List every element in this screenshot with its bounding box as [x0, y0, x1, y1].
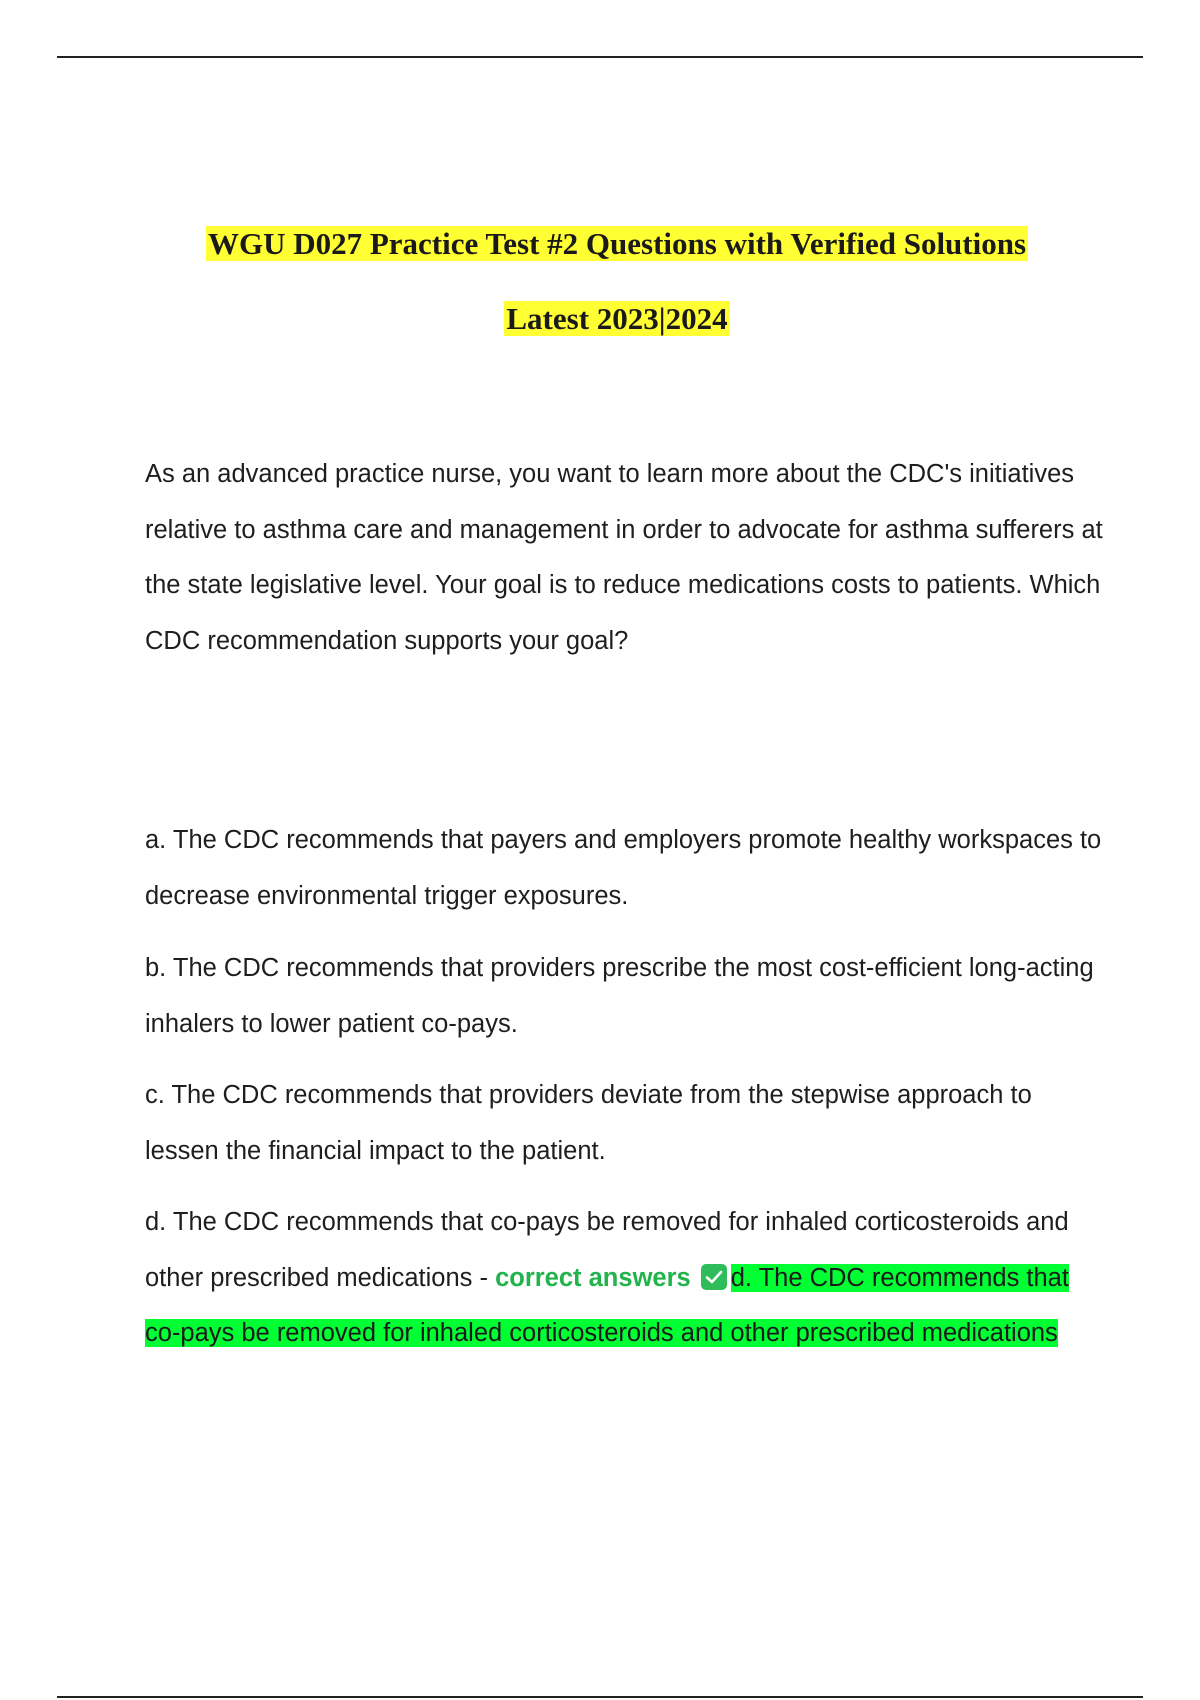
- option-b: b. The CDC recommends that providers prescribe the most cost-efficient long-acting inhalers to lower patient co-pays.: [145, 954, 1094, 1038]
- check-icon: [701, 1264, 727, 1290]
- document-title: [0, 206, 1200, 356]
- option-a: a. The CDC recommends that payers and employers promote healthy workspaces to decrease environmental trigger exposures.: [145, 826, 1102, 910]
- correct-answer-text: d. The CDC recommends that co-pays be removed for inhaled corticosteroids and other prescribed medications: [145, 1263, 1069, 1347]
- option-d-text: d. The CDC recommends that co-pays be removed for inhaled corticosteroids and other prescribed medications -: [145, 1208, 1069, 1292]
- question-text: As an advanced practice nurse, you want to learn more about the CDC's initiatives relative to asthma care and management in order to advocate for asthma sufferers at the state legislative level. Your goal is to reduce medications costs to patients. Which CDC recommendation supports your goal?: [145, 460, 1103, 655]
- title-line-1: WGU D027 Practice Test #2 Questions with Verified Solutions: [207, 226, 1027, 261]
- option-c: c. The CDC recommends that providers deviate from the stepwise approach to lessen the financial impact to the patient.: [145, 1081, 1032, 1165]
- title-line-2: Latest 2023|2024: [506, 301, 728, 336]
- correct-answer-label: correct answers: [495, 1263, 691, 1292]
- top-divider: [57, 56, 1143, 58]
- bottom-divider: [57, 1696, 1143, 1698]
- option-d: [145, 1195, 1105, 1362]
